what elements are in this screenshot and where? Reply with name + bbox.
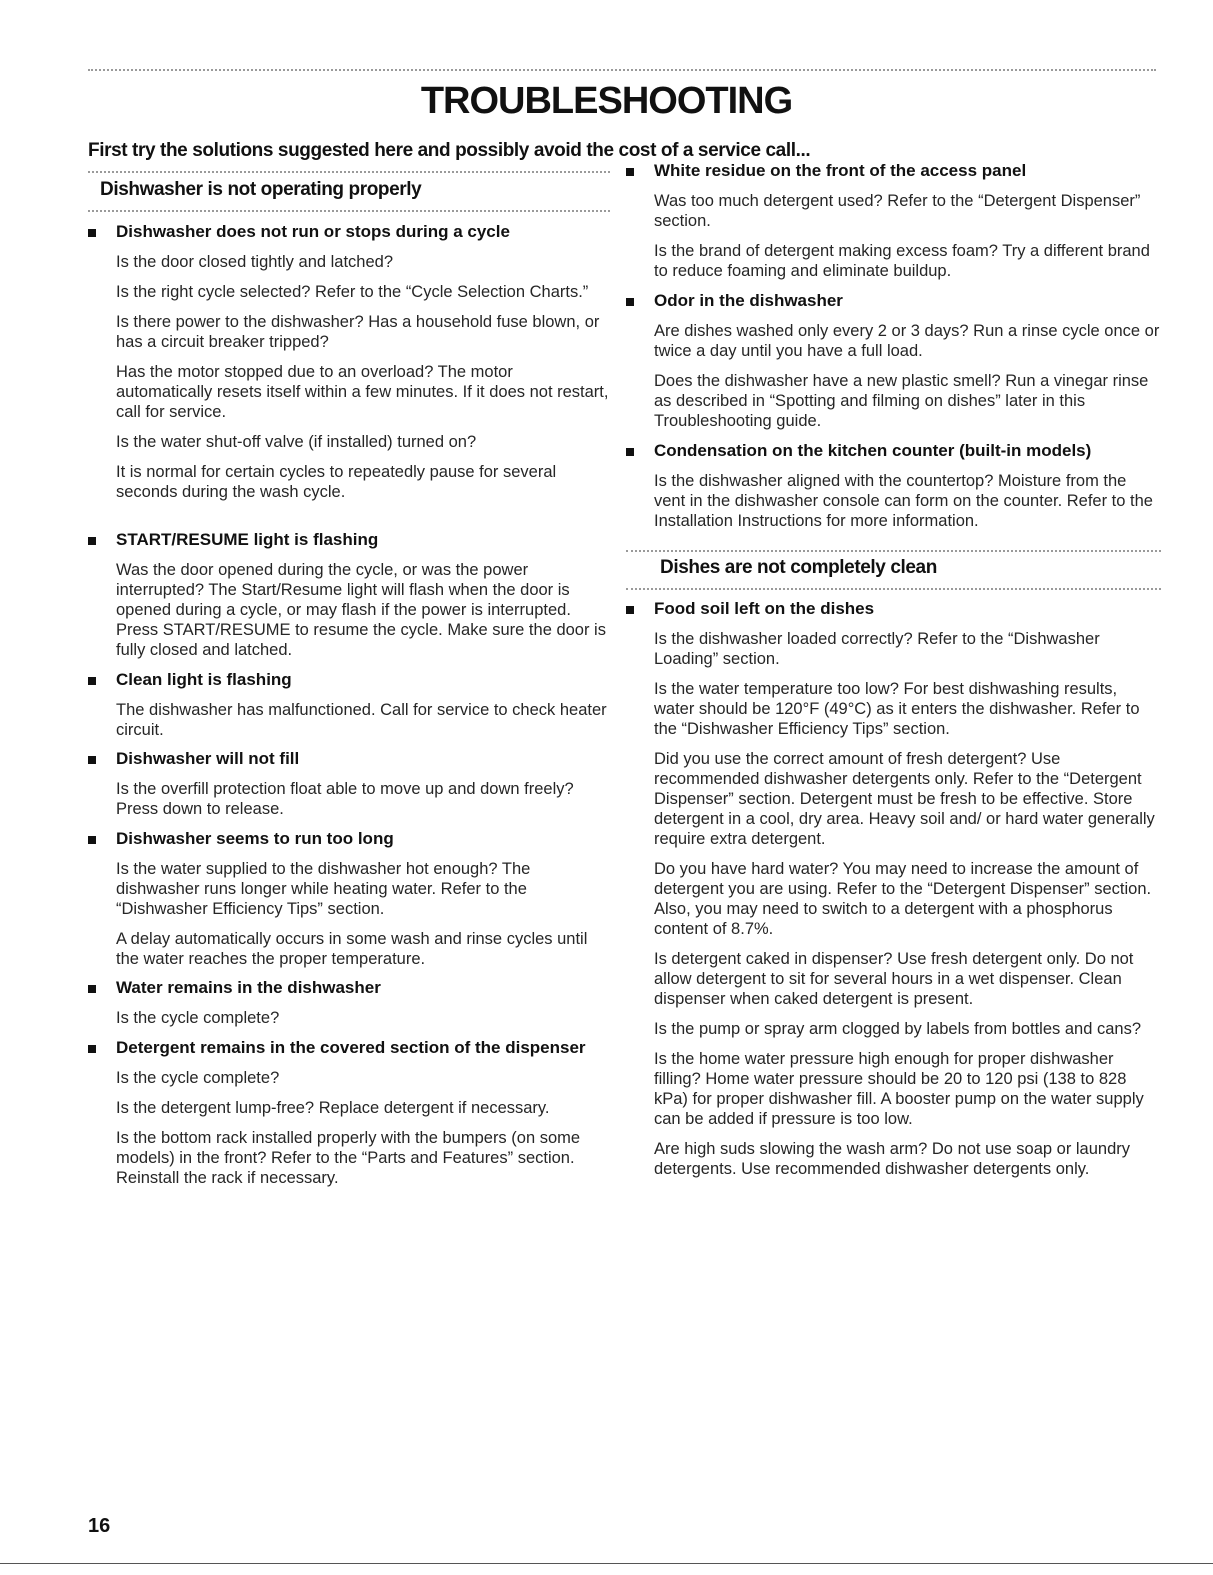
item-paragraph: Is the water temperature too low? For best dishwashing results, water should be 120°F (49°C) as it enters the dishwasher. Refer to the “Dishwasher Efficiency Tips” section.: [654, 680, 1140, 738]
item-heading-text: START/RESUME light is flashing: [116, 530, 379, 549]
item-body: [116, 779, 613, 819]
item-paragraph: Was the door opened during the cycle, or was the power interrupted? The Start/Resume light will flash when the door is opened during a cycle, or may flash if the power is interrupted. Press START/RESUME to resume the cycle. Make sure the door is fully closed and latched.: [116, 561, 606, 659]
item-heading-text: Detergent remains in the covered section of the dispenser: [116, 1038, 586, 1057]
item-paragraph: Is the dishwasher loaded correctly? Refer to the “Dishwasher Loading” section.: [654, 630, 1100, 668]
item-paragraph: Is the right cycle selected? Refer to the “Cycle Selection Charts.”: [116, 283, 589, 301]
trouble-item: [88, 749, 613, 819]
item-heading: [88, 829, 613, 849]
page-number: 16: [88, 1515, 111, 1537]
section-dotted-rule: [626, 550, 1161, 552]
trouble-item: [626, 161, 1161, 281]
item-heading-text: Dishwasher does not run or stops during a cycle: [116, 222, 510, 241]
item-heading-text: Dishwasher seems to run too long: [116, 829, 394, 848]
bullet-icon: [88, 229, 96, 237]
trouble-item: [88, 829, 613, 969]
item-paragraph: Is the door closed tightly and latched?: [116, 253, 394, 271]
item-heading: [88, 749, 613, 769]
page-subtitle: First try the solutions suggested here and possibly avoid the cost of a service call...: [88, 140, 811, 161]
item-paragraph: Is the overfill protection float able to move up and down freely? Press down to release.: [116, 780, 574, 818]
page-title: TROUBLESHOOTING: [420, 80, 793, 122]
item-paragraph: Are dishes washed only every 2 or 3 days? Run a rinse cycle once or twice a day until you have a full load.: [654, 322, 1160, 360]
item-paragraph: Is the cycle complete?: [116, 1069, 280, 1087]
item-body: [116, 560, 613, 660]
trouble-item: [626, 441, 1161, 531]
bullet-icon: [88, 836, 96, 844]
item-paragraph: Are high suds slowing the wash arm? Do not use soap or laundry detergents. Use recommended dishwasher detergents only.: [654, 1140, 1131, 1178]
trouble-item: [626, 599, 1161, 1179]
item-heading: [88, 978, 613, 998]
bullet-icon: [626, 168, 634, 176]
item-paragraph: Is the home water pressure high enough for proper dishwasher filling? Home water pressure should be 20 to 120 psi (138 to 828 kPa) for proper dishwasher fill. A booster pump on the water supply can be added if pressure is too low.: [654, 1050, 1144, 1128]
item-paragraph: Do you have hard water? You may need to increase the amount of detergent you are using. Refer to the “Detergent Dispenser” section. Also, you may need to switch to a detergent with a phosphorus content of 8.7%.: [654, 860, 1152, 938]
item-paragraph: Is the dishwasher aligned with the countertop? Moisture from the vent in the dishwasher console can form on the counter. Refer to the Installation Instructions for more information.: [654, 472, 1153, 530]
item-paragraph: Does the dishwasher have a new plastic smell? Run a vinegar rinse as described in “Spotting and filming on dishes” later in this Troubleshooting guide.: [654, 372, 1149, 430]
trouble-item: [88, 978, 613, 1028]
section-dotted-rule: [626, 588, 1161, 590]
item-paragraph: Is there power to the dishwasher? Has a household fuse blown, or has a circuit breaker tripped?: [116, 313, 600, 351]
item-paragraph: Is the pump or spray arm clogged by labels from bottles and cans?: [654, 1020, 1141, 1038]
bullet-icon: [626, 448, 634, 456]
item-body: [116, 859, 613, 969]
item-heading: [626, 161, 1161, 181]
item-paragraph: A delay automatically occurs in some wash and rinse cycles until the water reaches the proper temperature.: [116, 930, 588, 968]
item-paragraph: Is the cycle complete?: [116, 1009, 280, 1027]
item-paragraph: It is normal for certain cycles to repeatedly pause for several seconds during the wash cycle.: [116, 463, 557, 501]
item-heading: [626, 291, 1161, 311]
item-paragraph: Is the water shut-off valve (if installed) turned on?: [116, 433, 477, 451]
item-body: [654, 321, 1161, 431]
item-heading-text: Food soil left on the dishes: [654, 599, 875, 618]
item-body: [654, 629, 1161, 1179]
item-paragraph: Is the brand of detergent making excess foam? Try a different brand to reduce foaming and eliminate buildup.: [654, 242, 1150, 280]
item-body: [116, 252, 613, 502]
item-body: [116, 1068, 613, 1188]
item-heading-text: Dishwasher will not fill: [116, 749, 300, 768]
bullet-icon: [88, 985, 96, 993]
item-heading-text: Odor in the dishwasher: [654, 291, 843, 310]
bullet-icon: [626, 606, 634, 614]
item-paragraph: Has the motor stopped due to an overload? The motor automatically resets itself within a few minutes. If it does not restart, call for service.: [116, 363, 609, 421]
trouble-item: [88, 530, 613, 660]
trouble-item: [88, 670, 613, 740]
item-paragraph: Is the water supplied to the dishwasher hot enough? The dishwasher runs longer while heating water. Refer to the “Dishwasher Efficiency Tips” section.: [116, 860, 531, 918]
item-heading: [626, 441, 1161, 461]
section-dotted-rule: [88, 171, 610, 173]
item-heading-text: White residue on the front of the access panel: [654, 161, 1027, 180]
item-paragraph: Did you use the correct amount of fresh detergent? Use recommended dishwasher detergents only. Refer to the “Detergent Dispenser” section. Detergent must be fresh to be effective. Store detergent in a cool, dry area. Heavy soil and/ or hard water generally require extra detergent.: [654, 750, 1155, 848]
item-body: [654, 191, 1161, 281]
item-paragraph: Was too much detergent used? Refer to the “Detergent Dispenser” section.: [654, 192, 1141, 230]
item-paragraph: Is the bottom rack installed properly with the bumpers (on some models) in the front? Refer to the “Parts and Features” section. Reinstall the rack if necessary.: [116, 1129, 581, 1187]
item-heading-text: Condensation on the kitchen counter (built-in models): [654, 441, 1092, 460]
bullet-icon: [88, 756, 96, 764]
item-body: [116, 1008, 613, 1028]
item-heading-text: Water remains in the dishwasher: [116, 978, 381, 997]
section-heading: Dishes are not completely clean: [660, 557, 937, 578]
bullet-icon: [626, 298, 634, 306]
item-body: [654, 471, 1161, 531]
item-heading: [88, 222, 613, 242]
trouble-item: [88, 222, 613, 502]
item-heading: [88, 1038, 613, 1058]
item-body: [116, 700, 613, 740]
item-heading-text: Clean light is flashing: [116, 670, 292, 689]
bullet-icon: [88, 677, 96, 685]
section-heading: Dishwasher is not operating properly: [100, 179, 422, 200]
trouble-item: [626, 291, 1161, 431]
bullet-icon: [88, 1045, 96, 1053]
trouble-item: [88, 1038, 613, 1188]
item-heading: [626, 599, 1161, 619]
item-paragraph: The dishwasher has malfunctioned. Call for service to check heater circuit.: [116, 701, 607, 739]
item-paragraph: Is the detergent lump-free? Replace detergent if necessary.: [116, 1099, 550, 1117]
item-paragraph: Is detergent caked in dispenser? Use fresh detergent only. Do not allow detergent to sit for several hours in a wet dispenser. Clean dispenser when caked detergent is present.: [654, 950, 1134, 1008]
item-heading: [88, 530, 613, 550]
top-dotted-rule: [88, 69, 1156, 71]
item-heading: [88, 670, 613, 690]
section-dotted-rule: [88, 210, 610, 212]
bottom-rule: [0, 1563, 1213, 1564]
bullet-icon: [88, 537, 96, 545]
